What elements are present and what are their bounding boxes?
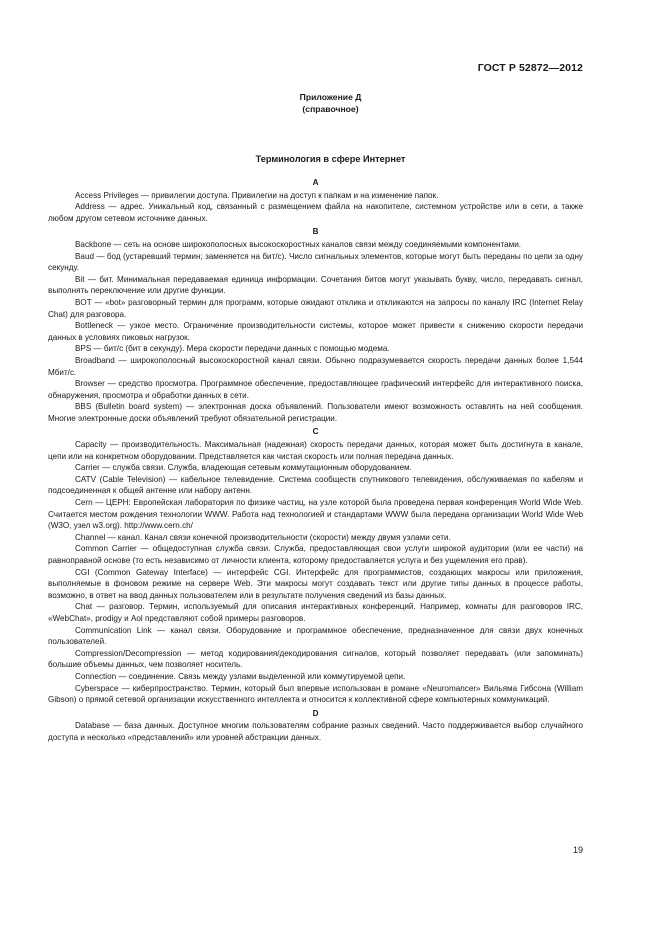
glossary-entry: CATV (Cable Television) — кабельное телевидение. Система сообществ спутникового телевидения, обслуживаемая по кабелям и подсоединенная к общей антенне или набору антенн. — [48, 474, 583, 496]
glossary-body — [48, 175, 583, 744]
glossary-entry: Common Carrier — общедоступная служба связи. Служба, предоставляющая свои услуги широкой аудитории (или ее части) на равноправной основе (то есть независимо от личности клиента, которому предоставляется услуга и без ущемления его прав). — [48, 544, 583, 565]
glossary-entry: BPS — бит/с (бит в секунду). Мера скорости передачи данных с помощью модема. — [75, 344, 390, 354]
glossary-entry: BOT — «bot» разговорный термин для программ, которые ожидают отклика и откликаются на запросы по каналу IRC (Internet Relay Chat) для разговора. — [48, 297, 583, 319]
glossary-entry: Address — адрес. Уникальный код, связанный с размещением файла на накопителе, системном устройстве или в сети, а также любом другом сетевом источнике данных. — [48, 202, 583, 223]
glossary-entry: BBS (Bulletin board system) — электронная доска объявлений. Пользователи имеют возможность оставлять на ней сообщения. Многие электронные доски объявлений требуют обязательной регистрации. — [48, 402, 583, 423]
glossary-entry: Access Privileges — привилегии доступа. Привилегии на доступ к папкам и на изменение папок. — [75, 190, 439, 200]
glossary-entry: Carrier — служба связи. Служба, владеющая сетевым коммутационным оборудованием. — [75, 463, 412, 473]
glossary-entry: Channel — канал. Канал связи конечной производительности (скорости) между двумя узлами сети. — [75, 532, 451, 542]
glossary-entry: Backbone — сеть на основе широкополосных высокоскоростных каналов связи между соединяемыми компонентами. — [75, 239, 521, 249]
appendix-subtitle: (справочное) — [302, 104, 359, 114]
section-letter: В — [312, 227, 319, 237]
glossary-entry: Database — база данных. Доступное многим пользователям собрание разных сведений. Часто поддерживается выбор случайного доступа и несколько «представлений» или уровней абстракции данных. — [48, 721, 583, 742]
glossary-entry: Browser — средство просмотра. Программное обеспечение, предоставляющее графический интерфейс для интерактивного поиска, обнаружения, просмотра и обработки данных в сети. — [48, 379, 583, 400]
glossary-entry: Bit — бит. Минимальная передаваемая единица информации. Сочетания битов могут указывать букву, число, передавать сигнал, выполнять переключение или другие функции. — [48, 274, 583, 296]
document-title: Терминология в сфере Интернет — [255, 154, 406, 164]
section-letter: С — [312, 427, 319, 437]
glossary-section — [48, 708, 583, 744]
glossary-section — [48, 226, 583, 424]
section-letter: D — [312, 708, 319, 718]
section-letter: А — [312, 178, 319, 187]
glossary-entry: Baud — бод (устаревший термин; заменяется на бит/с). Число сигнальных элементов, которые могут быть переданы по цепи за одну секунду. — [48, 251, 583, 273]
glossary-entry: Chat — разговор. Термин, используемый для описания интерактивных конференций. Например, комнаты для разговоров IRC, «WebChat», prodigy и Aol представляют собой примеры разговоров. — [48, 602, 583, 623]
glossary-entry: Connection — соединение. Связь между узлами выделенной или коммутируемой цепи. — [75, 671, 406, 681]
glossary-entry: Broadband — широкополосный высокоскоростной канал связи. Обычно подразумевается скорость передачи данных более 1,544 Мбит/с. — [48, 355, 583, 377]
glossary-entry: Compression/Decompression — метод кодирования/декодирования сигналов, который позволяет передавать (или запоминать) большие объемы данных, чем позволяет носитель. — [48, 648, 583, 670]
glossary-entry: Cern — ЦЕРН: Европейская лаборатория по физике частиц, на узле которой была проведена первая конференция World Wide Web. Считается местом рождения технологии WWW. Работа над технологией и стандартами WWW была передана организации World Wide Web (W3O, узел w3.org). http://www.cern.ch/ — [48, 498, 583, 531]
glossary-section — [48, 177, 583, 224]
glossary-entry: Bottleneck — узкое место. Ограничение производительности системы, которое может привести к снижению скорости передачи данных в условиях пиковых нагрузок. — [48, 321, 583, 342]
glossary-section — [48, 426, 583, 705]
glossary-entry: Communication Link — канал связи. Оборудование и программное обеспечение, предназначенное для связи двух конечных пользователей. — [48, 625, 583, 647]
page-number: 19 — [572, 845, 583, 855]
glossary-entry: Cyberspace — киберпространство. Термин, который был впервые использован в романе «Neuromancer» Вильяма Гибсона (William Gibson) о прямой сетевой организации искусственного интеллекта и относится к коллективной сфере компьютерных коммуникаций. — [48, 683, 583, 705]
glossary-entry: Capacity — производительность. Максимальная (надежная) скорость передачи данных, которая может быть достигнута в канале, цепи или на конкретном оборудовании. Представляется как чистая скорость или полная передача данных. — [48, 440, 583, 461]
appendix-title: Приложение Д — [299, 92, 362, 102]
standard-id: ГОСТ Р 52872—2012 — [477, 62, 583, 74]
glossary-entry: CGI (Common Gateway Interface) — интерфейс CGI. Интерфейс для программистов, создающих макросы или приложения, выполняемые в фоновом режиме на сервере Web. Эти макросы могут создавать текст или другие типы данных в процессе работы, возможно, в ответ на ввод данных пользователем или в результате получения сведений из базы данных. — [48, 567, 583, 600]
